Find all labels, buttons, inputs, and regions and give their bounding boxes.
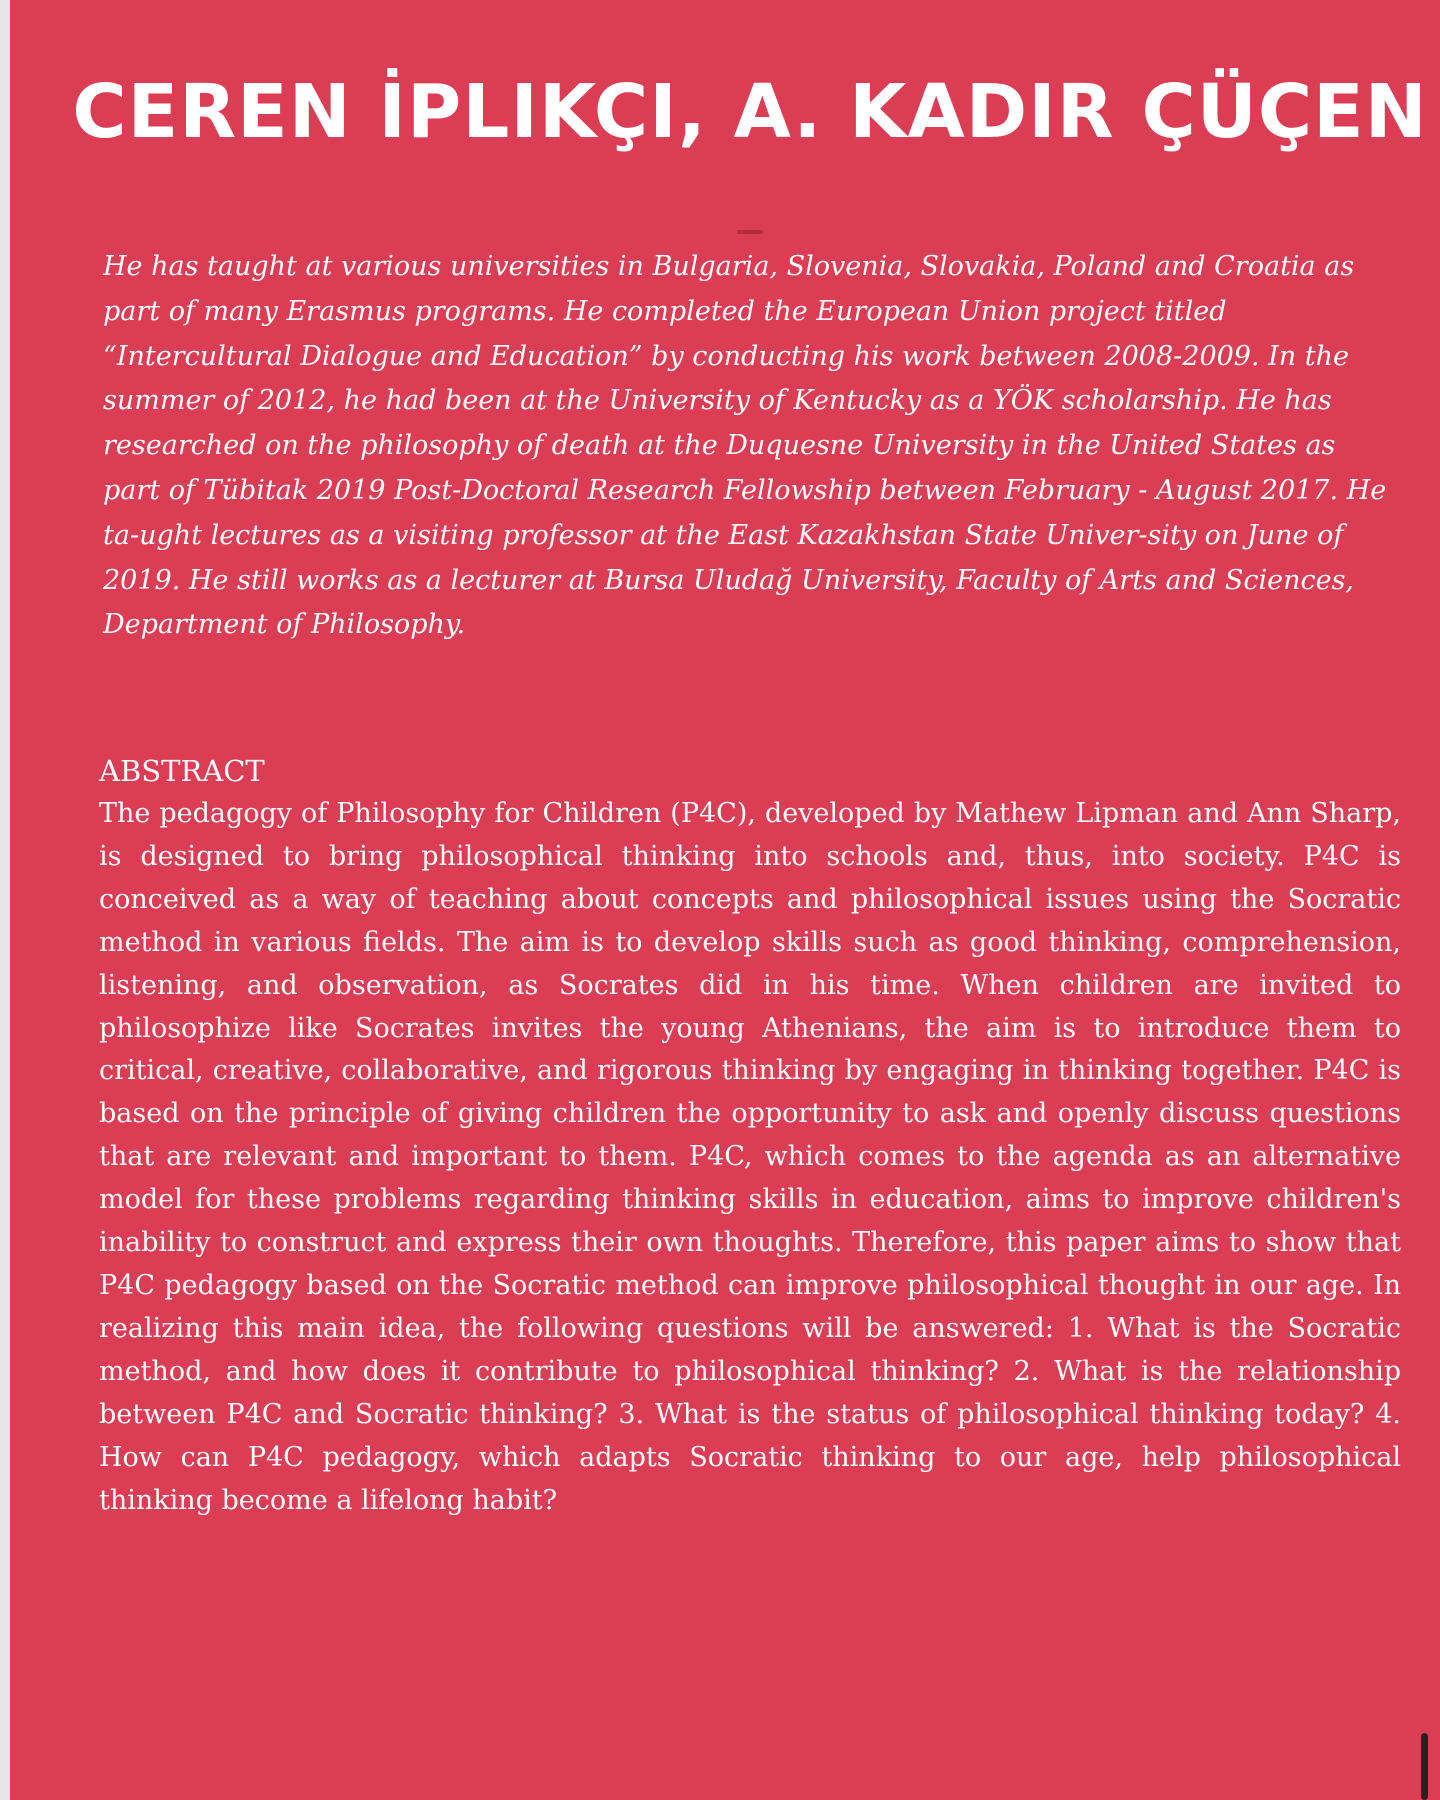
abstract-body: The pedagogy of Philosophy for Children (P4C), developed by Mathew Lipman and Ann Sharp, is designed to bring philosophical thinking into schools and, thus, into society. P4C is conceived as a way of teaching about concepts and philosophical issues using the Socratic method in various fields. The aim is to develop skills such as good thinking, comprehension, listening, and observation, as Socrates did in his time. When children are invited to philosophize like Socrates invites the young Athenians, the aim is to introduce them to critical, creative, collaborative, and rigorous thinking by engaging in thinking together. P4C is based on the principle of giving children the opportunity to ask and openly discuss questions that are relevant and important to them. P4C, which comes to the agenda as an alternative model for these problems regarding thinking skills in education, aims to improve children's inability to construct and express their own thoughts. Therefore, this paper aims to show that P4C pedagogy based on the Socratic method can improve philosophical thought in our age. In realizing this main idea, the following questions will be answered: 1. What is the Socratic method, and how does it contribute to philosophical thinking? 2. What is the relationship between P4C and Socratic thinking? 3. What is the status of philosophical thinking today? 4. How can P4C pedagogy, which adapts Socratic thinking to our age, help philosophical thinking become a lifelong habit? [99,798,1401,1516]
page-title: CEREN İPLIKÇI, A. KADIR ÇÜÇEN [72,68,1428,155]
title-divider [737,230,763,234]
left-edge-strip [0,0,10,1800]
abstract-heading: ABSTRACT [99,754,265,788]
scrollbar-thumb[interactable] [1421,1733,1428,1800]
author-bio: He has taught at various universities in Bulgaria, Slovenia, Slovakia, Poland and Croatia as part of many Erasmus programs. He completed the European Union project titled “Intercultural Dialogue and Education” by conducting his work between 2008-2009. In the summer of 2012, he had been at the University of Kentucky as a YÖK scholarship. He has researched on the philosophy of death at the Duquesne University in the United States as part of Tübitak 2019 Post-Doctoral Research Fellowship between February - August 2017. He ta-ught lectures as a visiting professor at the East Kazakhstan State Univer-sity on June of 2019. He still works as a lecturer at Bursa Uludağ University, Faculty of Arts and Sciences, Department of Philosophy. [103,251,1387,641]
